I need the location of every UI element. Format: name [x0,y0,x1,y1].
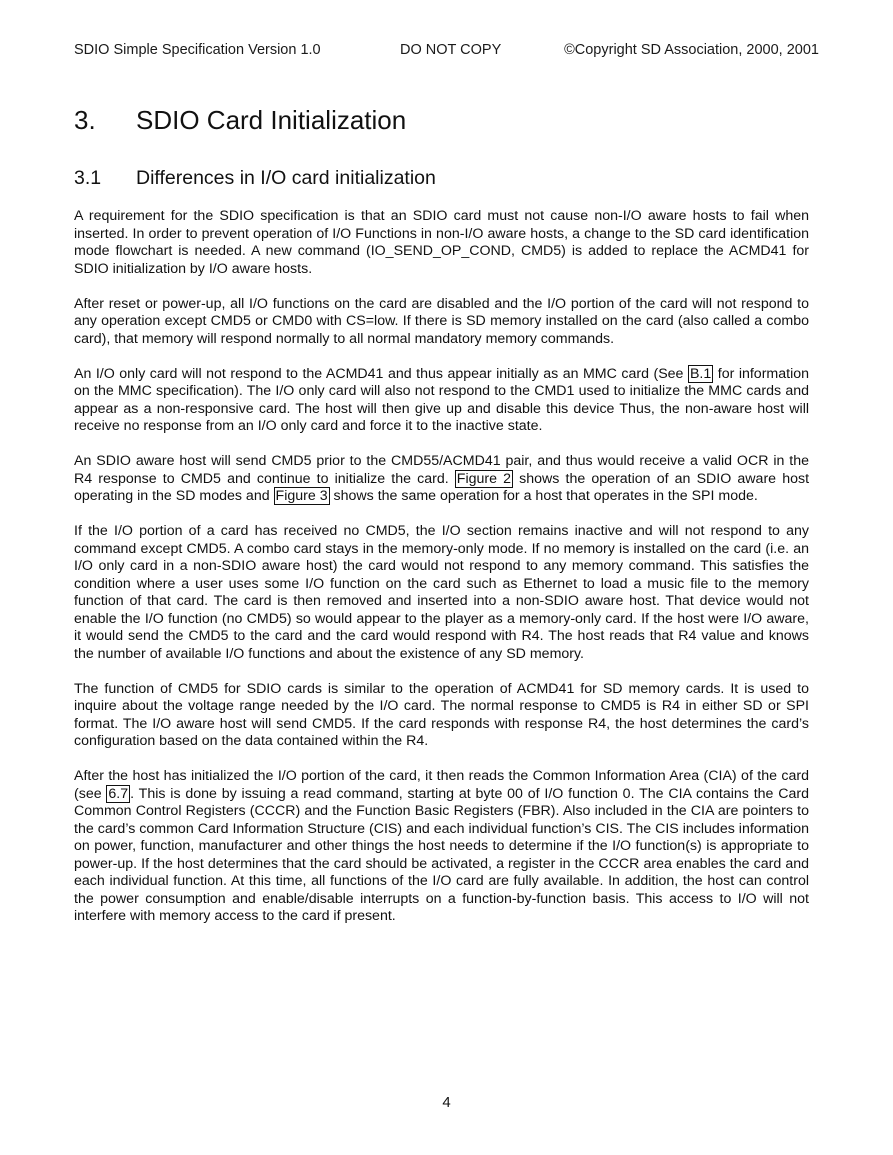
paragraph-1: A requirement for the SDIO specification is that an SDIO card must not cause non-I/O aware hosts to fail when inserted. In order to prevent operation of I/O Functions in non-I/O aware hosts, a change to the SD card identification mode flowchart is needed. A new command (IO_SEND_OP_COND, CMD5) is added to replace the ACMD41 for SDIO initialization by I/O aware hosts. [74,208,809,277]
paragraph-7 [74,768,809,926]
header-do-not-copy: DO NOT COPY [400,42,502,58]
page-number: 4 [442,1094,451,1111]
page-header [74,42,819,60]
paragraph-4-text-b: shows the operation of an SDIO aware host operating in the SD modes and [74,470,810,504]
paragraph-4-text-c: shows the same operation for a host that operates in the SPI mode. [329,488,758,504]
header-document-title: SDIO Simple Specification Version 1.0 [74,42,321,58]
cross-reference-b1[interactable]: B.1 [689,365,712,382]
section-heading [74,105,406,136]
subsection-title: Differences in I/O card initialization [136,167,436,189]
header-copyright: ©Copyright SD Association, 2000, 2001 [564,42,819,58]
paragraph-4-text-a: An SDIO aware host will send CMD5 prior to the CMD55/ACMD41 pair, and thus would receive a valid OCR in the R4 response to CMD5 and continue to initialize the card. [74,453,809,487]
paragraph-3 [74,366,809,436]
paragraph-5: If the I/O portion of a card has received no CMD5, the I/O section remains inactive and will not respond to any command except CMD5. A combo card stays in the memory-only mode. If no memory is installed on the card (i.e. an I/O only card in a non-SDIO aware host) the card would not respond to any memory command. This satisfies the condition where a user uses some I/O function on the card such as Ethernet to load a music file to the memory function of that card. The card is then removed and inserted into a non-SDIO aware host. That device would not enable the I/O function (no CMD5) so would appear to the player as a memory-only card. If the host were I/O aware, it would send the CMD5 to the card and the card would respond with R4. The host reads that R4 value and knows the number of available I/O functions and about the existence of any SD memory. [74,523,809,662]
paragraph-7-text-b: . This is done by issuing a read command, starting at byte 00 of I/O function 0. The CIA contains the Card Common Control Registers (CCCR) and the Function Basic Registers (FBR). Also included in the CIA are pointers to the card’s common Card Information Structure (CIS) and each individual function’s CIS. The CIS includes information on power, function, manufacturer and other things the host needs to determine if the I/O function(s) is appropriate to power-up. If the host determines that the card should be activated, a register in the CCCR area enables the card and each individual function. At this time, all functions of the I/O card are fully available. In addition, the host can control the power consumption and enable/disable interrupts on a function-by-function basis. This access to I/O will not interfere with memory access to the card if present. [74,785,809,924]
paragraph-2: After reset or power-up, all I/O functions on the card are disabled and the I/O portion of the card will not respond to any operation except CMD5 or CMD0 with CS=low. If there is SD memory installed on the card (also called a combo card), that memory will respond normally to all normal mandatory memory commands. [74,295,809,347]
paragraph-6: The function of CMD5 for SDIO cards is similar to the operation of ACMD41 for SD memory cards. It is used to inquire about the voltage range needed by the I/O card. The normal response to CMD5 is R4 in either SD or SPI format. The I/O aware host will send CMD5. If the card responds with response R4, the host determines the card’s configuration based on the data contained within the R4. [74,680,809,749]
cross-reference-6-7[interactable]: 6.7 [108,785,129,802]
subsection-heading [74,167,436,190]
paragraph-3-text-a: An I/O only card will not respond to the ACMD41 and thus appear initially as an MMC card (See [74,365,688,382]
body-text [74,208,809,943]
subsection-number: 3.1 [74,167,102,189]
paragraph-7-text-a: After the host has initialized the I/O portion of the card, it then reads the Common Information Area (CIA) of the card (see [74,768,809,802]
cross-reference-figure-2[interactable]: Figure 2 [456,470,512,487]
section-title: SDIO Card Initialization [136,105,407,135]
section-number: 3. [74,105,96,135]
cross-reference-figure-3[interactable]: Figure 3 [275,488,328,504]
paragraph-4 [74,453,809,506]
paragraph-3-text-b: for information on the MMC specification). The I/O only card will also not respond to the CMD1 used to initialize the MMC cards and appear as a non-responsive card. The host will then give up and disable this device Thus, the non-aware host will receive no response from an I/O only card and force it to the inactive state. [74,365,809,434]
